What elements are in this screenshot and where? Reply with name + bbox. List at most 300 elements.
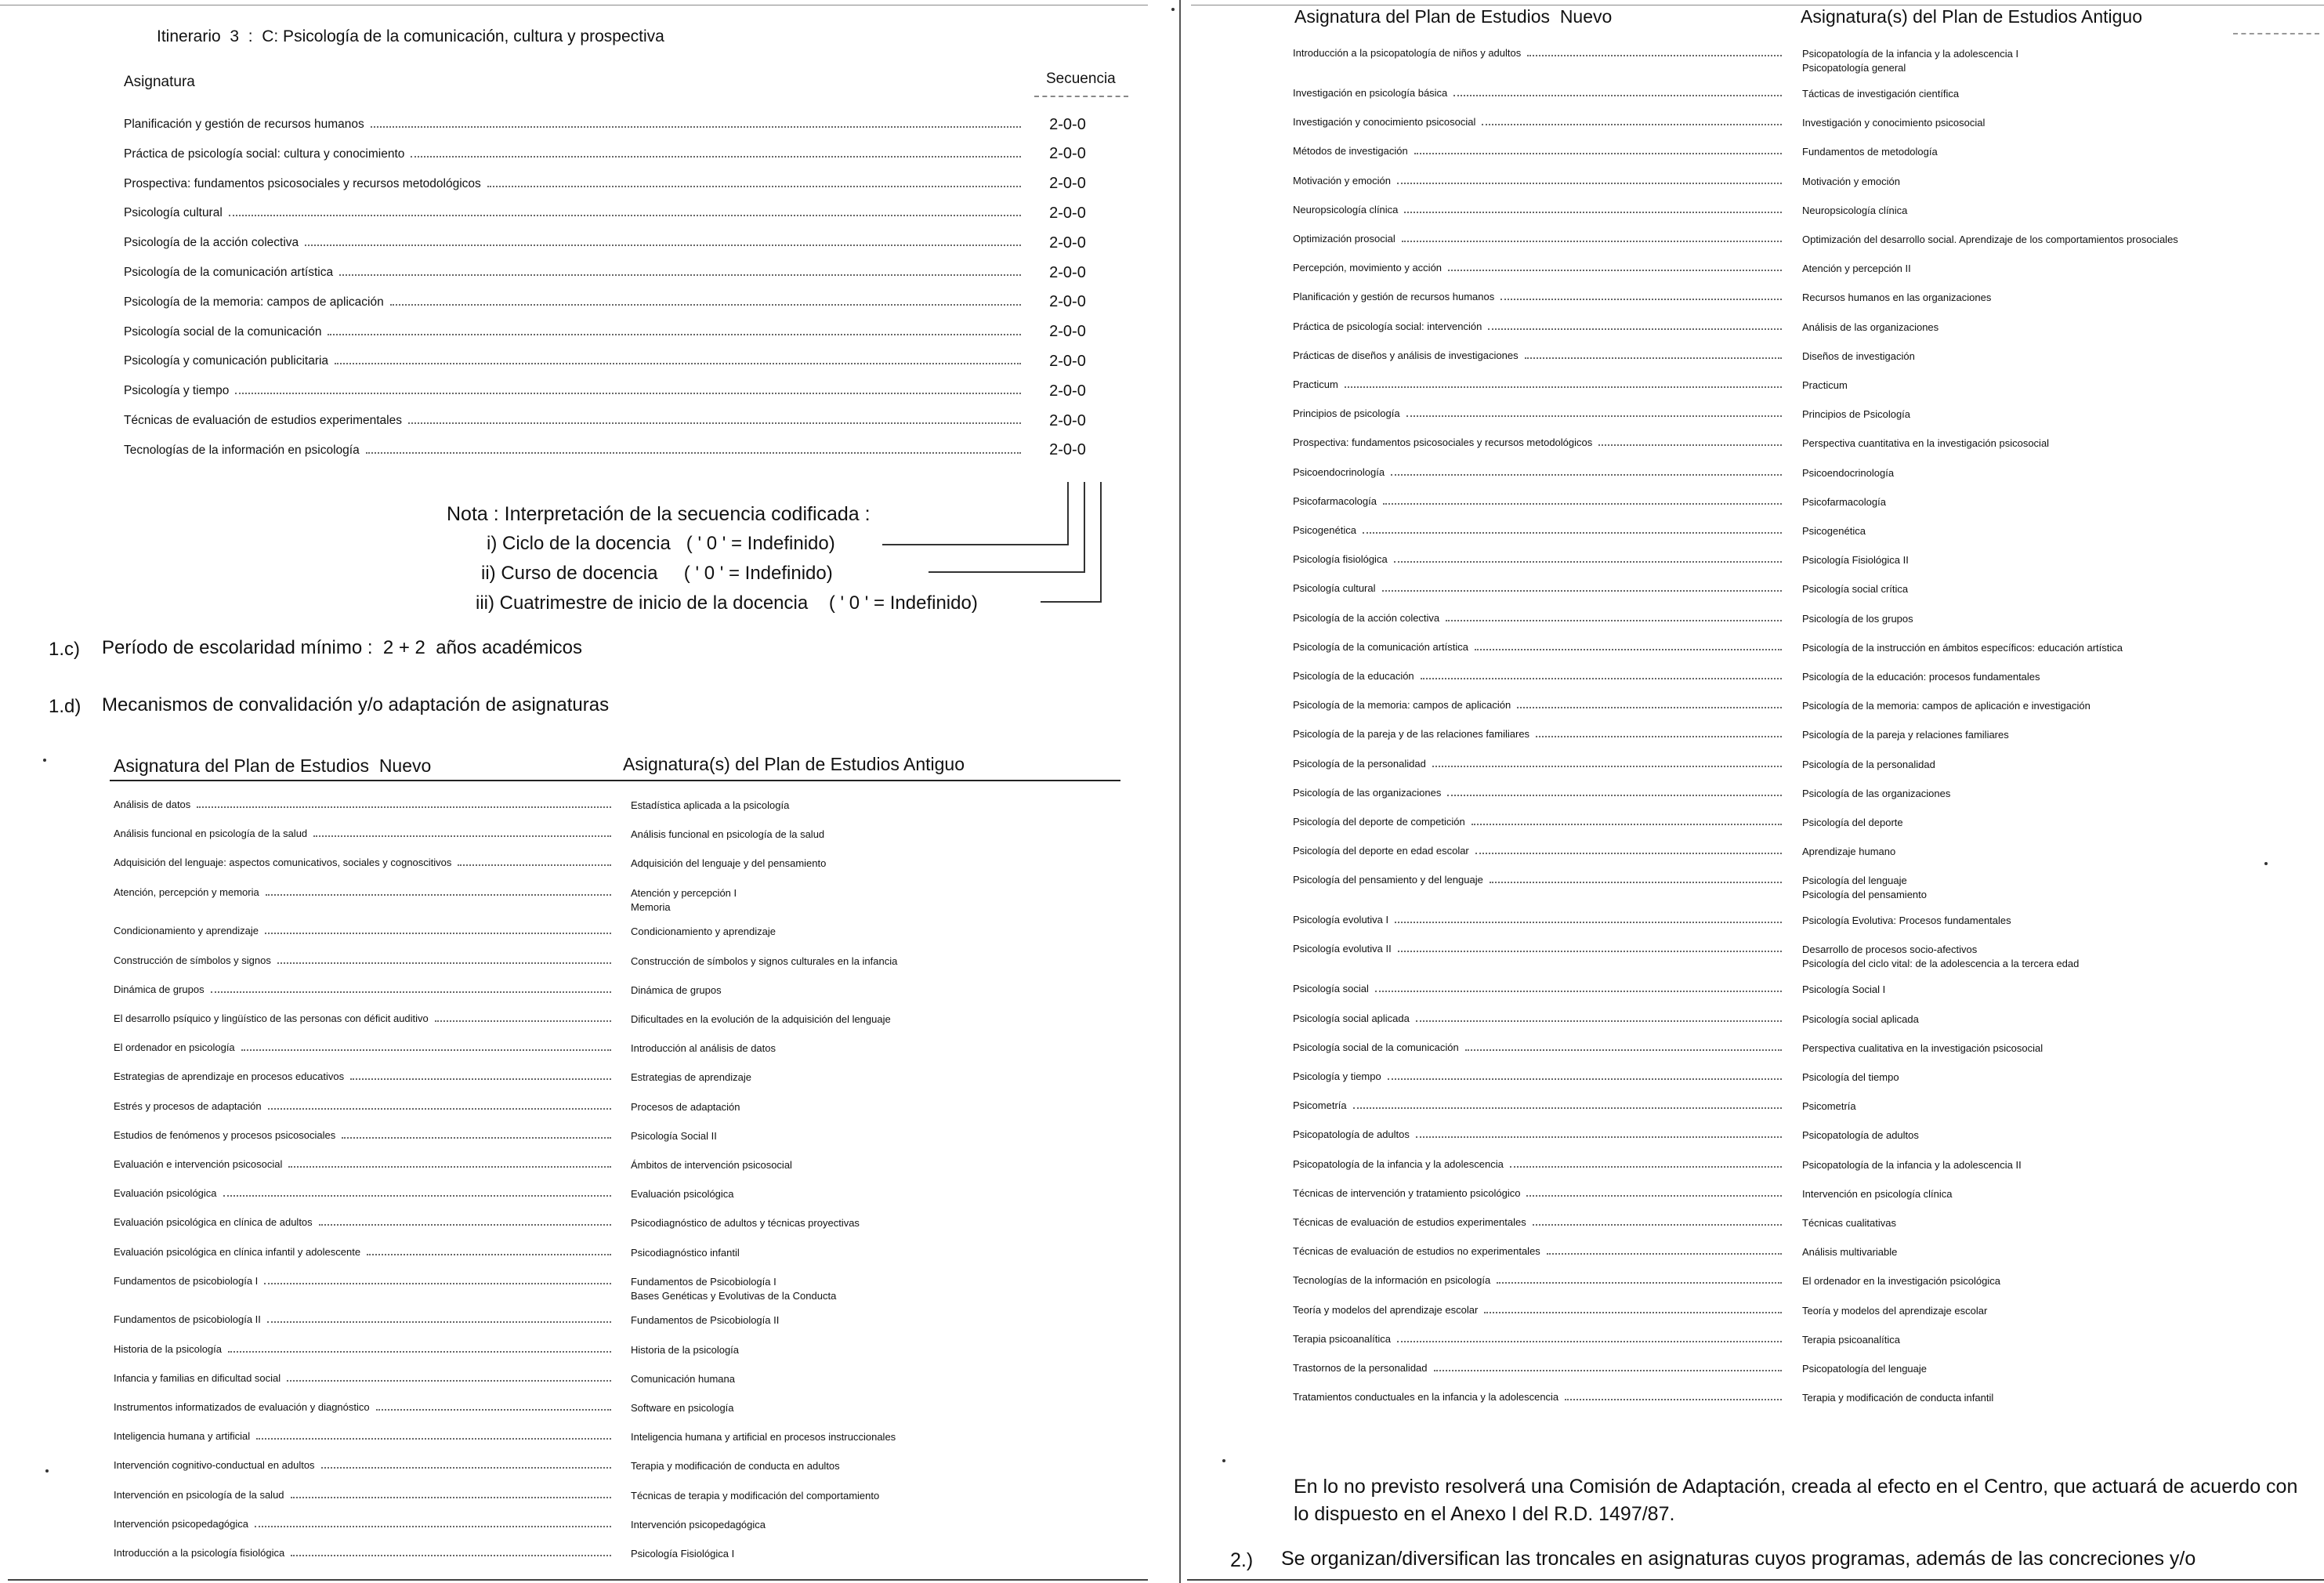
old-subjects [1802,291,1991,305]
old-subjects [1802,845,1895,859]
section-2-number: 2.) [1230,1549,1254,1571]
new-subject-cell [1293,874,1788,887]
old-subjects [1802,582,1908,596]
leader-dots [267,1321,611,1323]
new-subject-text: Trastornos de la personalidad [1293,1361,1428,1374]
new-subject-cell [1293,1012,1788,1026]
validation-row [1293,145,2304,159]
old-subjects [1802,728,2009,742]
leader-dots [1388,1078,1782,1080]
old-subjects [631,1489,879,1503]
closing-paragraph: En lo no previsto resolverá una Comisión de Adaptación, creada al efecto en el Centro, que actuará de acuerdo con lo dispuesto en el Anexo I del R.D. 1497/87. [1294,1476,2298,1525]
validation-row [114,983,1120,998]
leader-dots [197,806,611,808]
new-subject-cell [1293,983,1788,996]
old-subjects [1802,1070,1899,1085]
validation-row [1293,553,2304,567]
leader-dots [1453,95,1782,96]
new-subject-cell [1293,641,1788,654]
old-subjects [1802,1333,1900,1347]
old-subjects [1802,874,1927,902]
validation-row [1293,350,2304,364]
note-connector-h2 [929,571,1085,573]
old-subjects [1802,1128,1919,1143]
old-subjects [1802,408,1910,422]
new-subject-text: Condicionamiento y aprendizaje [114,925,259,937]
leader-dots [288,1166,611,1168]
leader-dots [487,186,1021,187]
validation-row [1293,1362,2304,1376]
new-subject-text: Psicopatología de la infancia y la adolescencia [1293,1157,1504,1170]
new-subject-cell [1293,291,1788,304]
new-subject-cell [1293,670,1788,683]
validation-row [1293,758,2304,772]
old-subjects [1802,670,2040,684]
validation-row [114,1459,1120,1473]
leader-dots [287,1380,611,1382]
leader-dots [339,274,1021,276]
leader-dots [458,864,611,866]
new-subject-text: Terapia psicoanalítica [1293,1332,1392,1345]
note-connector-h1 [882,544,1069,545]
new-subject-text: Instrumentos informatizados de evaluación y diagnóstico [114,1401,370,1413]
scan-speck [45,1469,49,1473]
note-connector-v2 [1084,482,1085,572]
old-subject-line: Técnicas de terapia y modificación del comportamiento [631,1489,880,1501]
old-subjects [1802,943,2079,971]
itinerary-subject-cell [124,147,1027,161]
itinerary-row [124,377,1108,405]
old-subject-line: Psicodiagnóstico de adultos y técnicas proyectivas [631,1217,860,1230]
old-subjects [1802,1245,1897,1259]
validation-row [114,886,1120,915]
leader-dots [256,1438,611,1440]
new-subject-text: Psicología social [1293,983,1369,995]
leader-dots [1434,1370,1782,1371]
new-subject-cell [114,1430,617,1444]
section-1d-number: 1.d) [49,696,81,717]
old-subjects [631,1343,739,1357]
old-subjects [631,1372,735,1386]
itinerary-subject-text: Psicología de la memoria: campos de aplicación [124,295,384,309]
new-subject-cell [1293,1041,1788,1055]
new-subject-cell [114,1187,617,1201]
old-subject-line: Comunicación humana [631,1372,735,1385]
new-subject-text: Evaluación psicológica en clínica infantil y adolescente [114,1245,361,1258]
validation-row [1293,787,2304,801]
new-subject-text: Psicología de las organizaciones [1293,786,1442,799]
old-subject-line: Psicología del tiempo [1802,1070,1899,1083]
new-subject-text: Practicum [1293,378,1338,390]
old-subjects [1802,1274,2000,1288]
new-subject-text: Psicología de la personalidad [1293,757,1426,770]
leader-dots [1404,212,1782,213]
note-connector-v3 [1100,482,1102,602]
note-connector-h3 [1041,601,1102,603]
old-subject-line: Practicum [1802,379,1848,391]
new-subject-cell [1293,582,1788,596]
new-subject-cell [1293,204,1788,217]
leader-dots [1421,678,1782,679]
leader-dots [371,126,1021,128]
old-subjects [1802,787,1950,801]
validation-row [1293,1070,2304,1085]
old-subject-line: Psicodiagnóstico infantil [631,1246,740,1259]
validation-row [1293,983,2304,997]
old-subjects [1802,1304,1987,1318]
left-header-rule [110,780,1120,781]
old-subjects [1802,145,1938,159]
left-header-new: Asignatura del Plan de Estudios Nuevo [114,755,432,776]
itinerary-subject-cell [124,444,1027,458]
itinerary-subject-cell [124,384,1027,398]
new-subject-cell [1293,1216,1788,1230]
old-subject-line: Introducción al análisis de datos [631,1042,776,1055]
new-subject-text: Psicogenética [1293,523,1356,536]
leader-dots [265,933,611,934]
new-subject-cell [114,1100,617,1114]
old-subjects [631,1430,896,1444]
new-subject-text: Técnicas de evaluación de estudios no experimentales [1293,1245,1540,1258]
old-subjects [1802,1362,1927,1376]
leader-dots [1448,270,1782,271]
old-subjects [631,1275,836,1303]
itinerary-title: Itinerario 3 : C: Psicología de la comunicación, cultura y prospectiva [157,27,664,45]
old-subject-line: Psicopatología de la infancia y la adolescencia I [1802,48,2019,60]
itinerary-sequence: 2-0-0 [1049,145,1086,163]
new-subject-cell [1293,175,1788,188]
note-title: Nota : Interpretación de la secuencia codificada : [447,503,871,525]
validation-row [1293,204,2304,218]
leader-dots [411,156,1021,158]
itinerary-subject-cell [124,414,1027,428]
itinerary-subject-text: Psicología social de la comunicación [124,324,322,339]
itinerary-row [124,199,1108,227]
new-subject-cell [114,1518,617,1531]
new-subject-cell [114,886,617,900]
itinerary-subject-cell [124,177,1027,191]
new-subject-cell [114,1489,617,1502]
itinerary-sequence: 2-0-0 [1049,411,1086,429]
new-subject-cell [1293,87,1788,100]
leader-dots [1497,1282,1782,1284]
validation-row [114,857,1120,871]
old-subjects [1802,262,1911,276]
old-subjects [631,1401,734,1415]
validation-row [1293,47,2304,75]
leader-dots [1395,922,1782,923]
itinerary-sequence: 2-0-0 [1049,352,1086,370]
leader-dots [1416,1020,1782,1022]
new-subject-text: Principios de psicología [1293,408,1400,420]
new-subject-cell [1293,145,1788,158]
validation-row [114,1401,1120,1415]
itinerary-col-subject: Asignatura [124,74,195,90]
itinerary-col-sequence: Secuencia [1046,71,1116,87]
old-subjects [631,886,737,915]
new-subject-cell [1293,553,1788,567]
old-subject-line: Psicología del lenguaje [1802,875,1907,887]
new-subject-cell [114,857,617,870]
validation-row [1293,728,2304,742]
itinerary-row [124,110,1108,139]
old-subjects [1802,233,2178,247]
new-subject-text: Psicología de la acción colectiva [1293,611,1440,624]
old-subjects [631,1129,717,1143]
leader-dots [211,991,611,993]
new-subject-text: Psicología social aplicada [1293,1012,1410,1024]
old-subject-line: Software en psicología [631,1402,734,1414]
validation-row [1293,116,2304,130]
old-subjects [631,1313,779,1328]
old-subjects [631,1158,792,1172]
old-subjects [631,1459,840,1473]
new-subject-text: Atención, percepción y memoria [114,886,259,898]
old-subjects [1802,379,1848,393]
old-subjects [1802,1391,1993,1405]
old-subject-line: Análisis de las organizaciones [1802,321,1939,333]
old-subjects [1802,524,1866,538]
new-subject-cell [114,1459,617,1473]
validation-row [114,1430,1120,1444]
leader-dots [1475,853,1782,854]
leader-dots [1353,1107,1782,1109]
old-subject-line: Tácticas de investigación científica [1802,87,1960,100]
old-subject-line: Psicometría [1802,1100,1856,1113]
new-subject-text: Evaluación psicológica en clínica de adultos [114,1216,313,1229]
leader-dots [1488,328,1782,330]
leader-dots [1484,1312,1782,1313]
new-subject-text: Construcción de símbolos y signos [114,954,271,966]
leader-dots [408,422,1021,424]
new-subject-cell [1293,262,1788,275]
new-subject-cell [114,828,617,841]
new-subject-text: Investigación en psicología básica [1293,86,1448,99]
right-header-new: Asignatura del Plan de Estudios Nuevo [1294,6,1613,27]
old-subjects [631,1547,734,1561]
new-subject-cell [114,925,617,938]
validation-row [1293,1041,2304,1056]
leader-dots [319,1224,611,1226]
leader-dots [305,245,1021,246]
new-subject-cell [114,1246,617,1259]
new-subject-text: Evaluación psicológica [114,1187,217,1200]
new-subject-cell [114,983,617,997]
old-subjects [1802,1216,1896,1230]
old-subjects [1802,204,1907,218]
new-subject-cell [1293,233,1788,246]
validation-row [1293,87,2304,101]
leader-dots [1416,1136,1782,1138]
old-subject-line: Psicología del pensamiento [1802,889,1927,901]
leader-dots [1375,991,1782,992]
itinerary-subject-text: Planificación y gestión de recursos humanos [124,118,364,131]
new-subject-cell [1293,1391,1788,1404]
itinerary-sequence: 2-0-0 [1049,323,1086,341]
old-subjects [631,983,722,998]
old-subject-line: Dinámica de grupos [631,983,722,996]
old-subjects [631,1041,776,1056]
new-subject-text: Psicología social de la comunicación [1293,1041,1459,1053]
page-divider [1179,0,1181,1583]
validation-row [114,1129,1120,1143]
new-subject-text: Psicología del deporte en edad escolar [1293,845,1469,857]
old-subject-line: Desarrollo de procesos socio-afectivos [1802,944,1978,956]
leader-dots [1536,736,1782,737]
old-subjects [1802,87,1959,101]
leader-dots [1446,620,1782,621]
leader-dots [1414,153,1782,154]
new-subject-cell [1293,495,1788,509]
leader-dots [255,1526,611,1527]
itinerary-subject-text: Psicología y comunicación publicitaria [124,354,329,368]
itinerary-subject-text: Práctica de psicología social: cultura y conocimiento [124,147,405,161]
old-subject-line: Intervención en psicología clínica [1802,1187,1953,1200]
new-subject-text: Planificación y gestión de recursos humanos [1293,291,1495,303]
leader-dots [435,1020,611,1022]
itinerary-subject-text: Técnicas de evaluación de estudios experimentales [124,414,402,427]
new-subject-text: Psicología del pensamiento y del lenguaje [1293,874,1483,886]
leader-dots [1465,1049,1782,1051]
validation-row [1293,914,2304,928]
old-subject-line: Fundamentos de Psicobiología I [631,1275,776,1288]
new-subject-text: Psicología evolutiva I [1293,914,1389,926]
leader-dots [1500,299,1782,300]
new-subject-cell [1293,845,1788,858]
old-subjects [631,1216,860,1230]
leader-dots [1397,183,1782,184]
new-subject-text: Estrategias de aprendizaje en procesos educativos [114,1070,345,1083]
leader-dots [277,962,611,964]
new-subject-cell [1293,1304,1788,1317]
section-1c-text: Período de escolaridad mínimo : 2 + 2 años académicos [102,637,583,658]
validation-row [114,1372,1120,1386]
validation-row [114,1216,1120,1230]
leader-dots [342,1137,611,1139]
itinerary-subject-text: Psicología de la acción colectiva [124,236,299,250]
new-subject-text: Fundamentos de psicobiología II [114,1313,261,1326]
new-subject-text: Intervención en psicología de la salud [114,1488,284,1501]
old-subjects [631,1100,740,1114]
validation-row [114,955,1120,969]
new-subject-cell [1293,914,1788,927]
new-subject-text: Prácticas de diseños y análisis de investigaciones [1293,349,1519,361]
leader-dots [1565,1399,1782,1400]
new-subject-cell [114,799,617,812]
leader-dots [313,835,611,837]
itinerary-subject-text: Psicología y tiempo [124,384,230,398]
scan-speck [1222,1459,1225,1462]
new-subject-text: Psicología evolutiva II [1293,943,1392,955]
validation-row [114,1187,1120,1201]
old-subject-line: Psicología social aplicada [1802,1012,1919,1025]
old-subjects [1802,175,1900,189]
old-subjects [1802,1041,2043,1056]
new-subject-text: Investigación y conocimiento psicosocial [1293,116,1476,129]
validation-row [1293,845,2304,859]
old-subjects [1802,466,1894,480]
new-subject-text: Psicología de la comunicación artística [1293,640,1469,653]
new-subject-text: Evaluación e intervención psicosocial [114,1157,283,1170]
itinerary-subject-cell [124,118,1027,132]
old-subject-line: Estrategias de aprendizaje [631,1071,751,1084]
new-subject-text: El ordenador en psicología [114,1041,235,1054]
leader-dots [241,1049,611,1051]
old-subject-line: Intervención psicopedagógica [631,1518,766,1530]
itinerary-row [124,407,1108,435]
new-subject-text: Técnicas de intervención y tratamiento psicológico [1293,1186,1521,1199]
itinerary-subject-text: Psicología cultural [124,206,223,220]
old-subject-line: Terapia y modificación de conducta en adultos [631,1460,840,1473]
itinerary-sequence: 2-0-0 [1049,115,1086,133]
leader-dots [1517,707,1782,708]
old-subjects [1802,350,1915,364]
new-subject-cell [1293,116,1788,129]
leader-dots [1510,1166,1782,1168]
new-subject-text: Intervención cognitivo-conductual en adultos [114,1459,315,1472]
leader-dots [1525,357,1782,359]
old-subject-line: Ámbitos de intervención psicosocial [631,1158,792,1171]
new-subject-cell [1293,943,1788,956]
validation-row [1293,943,2304,971]
itinerary-sequence: 2-0-0 [1049,234,1086,252]
new-subject-cell [114,1547,617,1560]
new-subject-text: Prospectiva: fundamentos psicosociales y recursos metodológicos [1293,437,1593,449]
old-subject-line: Motivación y emoción [1802,175,1900,187]
validation-row [114,1313,1120,1328]
leader-dots [367,1254,611,1255]
old-subject-line: Estadística aplicada a la psicología [631,799,790,811]
new-subject-text: El desarrollo psíquico y lingüístico de las personas con déficit auditivo [114,1012,429,1024]
itinerary-subject-cell [124,354,1027,368]
old-subject-line: Psicología de las organizaciones [1802,787,1951,799]
note-line-2: ii) Curso de docencia ( ' 0 ' = Indefinido) [481,563,833,584]
new-subject-text: Psicología fisiológica [1293,553,1388,566]
validation-row [1293,1274,2304,1288]
new-subject-text: Dinámica de grupos [114,983,205,995]
old-subjects [631,925,776,939]
old-subject-line: Análisis multivariable [1802,1246,1898,1259]
validation-row [1293,262,2304,276]
old-subject-line: Psicología social crítica [1802,583,1909,596]
old-subject-line: Historia de la psicología [631,1343,740,1356]
old-subject-line: Psicología de la memoria: campos de aplicación e investigación [1802,700,2091,712]
validation-row [1293,466,2304,480]
validation-row [114,1343,1120,1357]
bottom-rule-left [8,1579,1148,1581]
old-subject-line: Terapia y modificación de conducta infantil [1802,1392,1994,1404]
right-header-old: Asignatura(s) del Plan de Estudios Antiguo [1801,6,2142,27]
old-subjects [631,799,789,813]
itinerary-row [124,170,1108,198]
old-subjects [631,1187,734,1201]
validation-row [1293,1187,2304,1201]
leader-dots [328,334,1021,335]
new-subject-text: Psicoendocrinología [1293,465,1385,478]
new-subject-text: Psicometría [1293,1099,1347,1112]
leader-dots [266,894,611,896]
old-subject-line: Psicoendocrinología [1802,466,1895,479]
old-subjects [1802,1012,1919,1027]
scan-speck [43,759,46,762]
leader-dots [228,1351,611,1353]
new-subject-text: Psicología de la memoria: campos de aplicación [1293,699,1511,712]
old-subject-line: Atención y percepción I [631,886,737,899]
itinerary-subject-cell [124,236,1027,250]
new-subject-cell [1293,1099,1788,1113]
new-subject-cell [114,1343,617,1357]
leader-dots [1394,561,1782,563]
